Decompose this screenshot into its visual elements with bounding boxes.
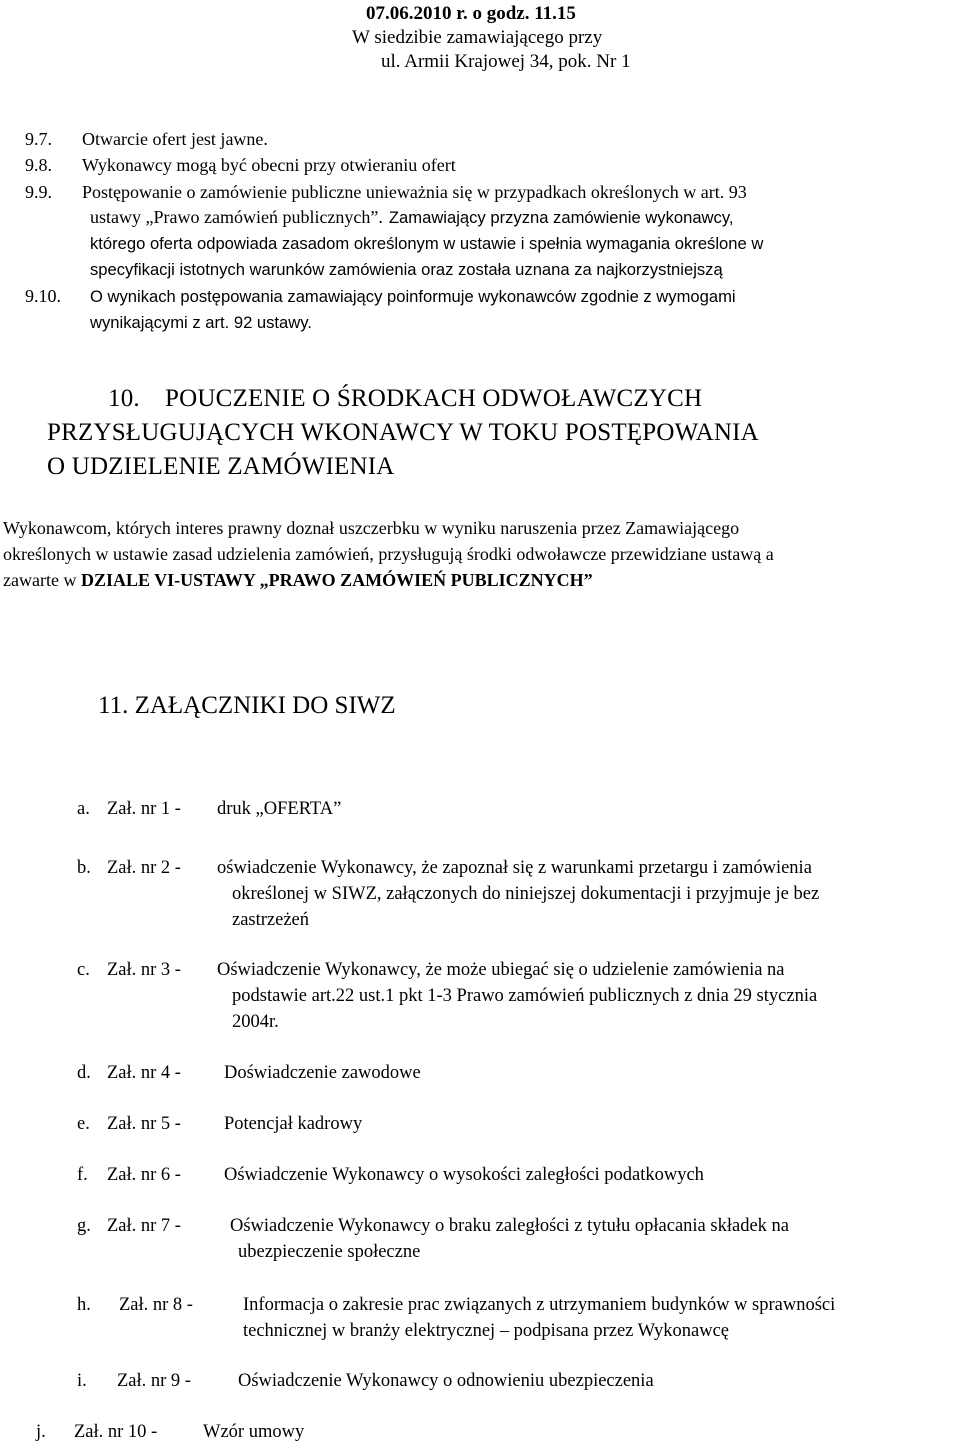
section-10-paragraph-line-2: określonych w ustawie zasad udzielenia zamówień, przysługują środki odwoławcze przewidziane ustawą a	[3, 544, 774, 564]
attachment-e-text: Potencjał kadrowy	[224, 1114, 363, 1134]
attachment-j-ref: Zał. nr 10 -	[74, 1422, 158, 1442]
item-9-9-line-3: którego oferta odpowiada zasadom określonym w ustawie i spełnia wymagania określone w	[90, 234, 764, 253]
attachment-d-letter: d.	[77, 1063, 91, 1083]
section-10-title-line-1: POUCZENIE O ŚRODKACH ODWOŁAWCZYCH	[165, 385, 703, 412]
attachment-a-letter: a.	[77, 799, 90, 819]
attachment-i-letter: i.	[77, 1371, 87, 1391]
section-11-title: 11. ZAŁĄCZNIKI DO SIWZ	[98, 692, 396, 719]
header-place: W siedzibie zamawiającego przy	[352, 27, 603, 48]
attachment-c-line-2: podstawie art.22 ust.1 pkt 1-3 Prawo zamówień publicznych z dnia 29 stycznia	[232, 986, 818, 1006]
attachment-a-ref: Zał. nr 1 -	[107, 799, 181, 819]
header-date: 07.06.2010 r. o godz. 11.15	[366, 3, 576, 24]
attachment-g-line-1: Oświadczenie Wykonawcy o braku zaległości z tytułu opłacania składek na	[230, 1216, 789, 1236]
attachment-g-line-2: ubezpieczenie społeczne	[238, 1242, 421, 1262]
attachment-e-letter: e.	[77, 1114, 90, 1134]
item-9-9-line-4: specyfikacji istotnych warunków zamówienia oraz została uznana za najkorzystniejszą	[90, 260, 723, 279]
attachment-i-ref: Zał. nr 9 -	[117, 1371, 191, 1391]
section-10-title-line-3: O UDZIELENIE ZAMÓWIENIA	[47, 453, 395, 480]
attachment-h-line-1: Informacja o zakresie prac związanych z utrzymaniem budynków w sprawności	[243, 1295, 836, 1315]
item-9-9-line-2: ustawy „Prawo zamówień publicznych”. Zamawiający przyzna zamówienie wykonawcy,	[90, 207, 734, 227]
attachment-a-text: druk „OFERTA”	[217, 799, 342, 819]
item-9-9-number: 9.9.	[25, 182, 52, 202]
attachment-c-ref: Zał. nr 3 -	[107, 960, 181, 980]
item-9-7-number: 9.7.	[25, 129, 52, 149]
attachment-b-line-3: zastrzeżeń	[232, 910, 310, 930]
attachment-b-line-2: określonej w SIWZ, załączonych do niniejszej dokumentacji i przyjmuje je bez	[232, 884, 820, 904]
attachment-f-letter: f.	[77, 1165, 88, 1185]
attachment-f-ref: Zał. nr 6 -	[107, 1165, 181, 1185]
item-9-10-number: 9.10.	[25, 286, 61, 306]
item-9-7-text: Otwarcie ofert jest jawne.	[82, 129, 268, 149]
attachment-h-line-2: technicznej w branży elektrycznej – podpisana przez Wykonawcę	[243, 1321, 729, 1341]
item-9-10-line-1: O wynikach postępowania zamawiający poinformuje wykonawców zgodnie z wymogami	[90, 287, 736, 306]
item-9-8-number: 9.8.	[25, 155, 52, 175]
item-9-8-text: Wykonawcy mogą być obecni przy otwieraniu ofert	[82, 155, 456, 175]
attachment-g-letter: g.	[77, 1216, 91, 1236]
attachment-h-ref: Zał. nr 8 -	[119, 1295, 193, 1315]
attachment-h-letter: h.	[77, 1295, 91, 1315]
attachment-i-text: Oświadczenie Wykonawcy o odnowieniu ubezpieczenia	[238, 1371, 654, 1391]
attachment-d-ref: Zał. nr 4 -	[107, 1063, 181, 1083]
attachment-b-ref: Zał. nr 2 -	[107, 858, 181, 878]
header-address: ul. Armii Krajowej 34, pok. Nr 1	[381, 51, 631, 72]
attachment-d-text: Doświadczenie zawodowe	[224, 1063, 421, 1083]
item-9-10-line-2: wynikającymi z art. 92 ustawy.	[90, 313, 312, 332]
attachment-b-letter: b.	[77, 858, 91, 878]
item-9-9-line-1: Postępowanie o zamówienie publiczne unieważnia się w przypadkach określonych w art. 93	[82, 182, 747, 202]
section-10-paragraph-line-3: zawarte w DZIALE VI-USTAWY „PRAWO ZAMÓWIEŃ PUBLICZNYCH”	[3, 570, 593, 590]
section-10-title-line-2: PRZYSŁUGUJĄCYCH WKONAWCY W TOKU POSTĘPOWANIA	[47, 419, 759, 446]
attachment-j-text: Wzór umowy	[203, 1422, 305, 1442]
attachment-j-letter: j.	[36, 1422, 46, 1442]
attachment-f-text: Oświadczenie Wykonawcy o wysokości zaległości podatkowych	[224, 1165, 704, 1185]
legal-reference: DZIALE VI-USTAWY „PRAWO ZAMÓWIEŃ PUBLICZNYCH”	[80, 570, 593, 590]
attachment-e-ref: Zał. nr 5 -	[107, 1114, 181, 1134]
section-10-paragraph-line-1: Wykonawcom, których interes prawny doznał uszczerbku w wyniku naruszenia przez Zamawiającego	[3, 518, 740, 538]
attachment-c-line-1: Oświadczenie Wykonawcy, że może ubiegać się o udzielenie zamówienia na	[217, 960, 785, 980]
attachment-c-letter: c.	[77, 960, 90, 980]
section-10-number: 10.	[108, 385, 140, 412]
attachment-g-ref: Zał. nr 7 -	[107, 1216, 181, 1236]
attachment-c-line-3: 2004r.	[232, 1012, 279, 1032]
attachment-b-line-1: oświadczenie Wykonawcy, że zapoznał się z warunkami przetargu i zamówienia	[217, 858, 812, 878]
